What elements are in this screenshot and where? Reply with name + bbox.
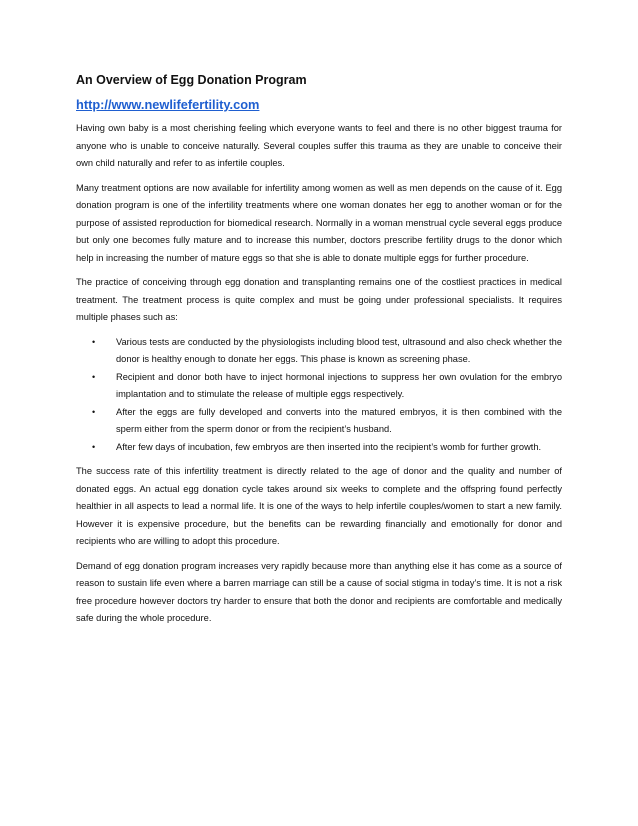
paragraph-outro-2: Demand of egg donation program increases very rapidly because more than anything else it has come as a source of reason to sustain life even where a barren marriage can still be a cause of social stigma in today’s time. It is not a risk free procedure however doctors try harder to ensure that both the donor and recipients are comfortable and medically safe during the whole procedure. <box>76 560 562 623</box>
list-item-text: Recipient and donor both have to inject hormonal injections to suppress her own ovulation for the embryo implantation and to stimulate the release of multiple eggs respectively. <box>116 371 562 399</box>
bullet-icon: • <box>92 441 96 452</box>
phases-list <box>76 334 562 457</box>
list-item-text: After the eggs are fully developed and converts into the matured embryos, it is then combined with the sperm either from the sperm donor or from the recipient’s husband. <box>116 406 562 434</box>
document-page <box>76 72 562 635</box>
list-item <box>76 439 562 457</box>
bullet-icon: • <box>92 406 96 417</box>
document-title: An Overview of Egg Donation Program <box>76 73 307 87</box>
list-item <box>76 404 562 439</box>
list-item <box>76 369 562 404</box>
bullet-icon: • <box>92 336 96 347</box>
website-link[interactable]: http://www.newlifefertility.com <box>76 97 260 112</box>
list-item <box>76 334 562 369</box>
paragraph-intro-1: Having own baby is a most cherishing feeling which everyone wants to feel and there is no other biggest trauma for anyone who is unable to conceive naturally. Several couples suffer this trauma as they are unable to conceive their own child naturally and refer to as infertile couples. <box>76 123 562 168</box>
paragraph-intro-3: The practice of conceiving through egg donation and transplanting remains one of the costliest practices in medical treatment. The treatment process is quite complex and must be going under professional specialists. It requires multiple phases such as: <box>76 277 562 322</box>
list-item-text: Various tests are conducted by the physiologists including blood test, ultrasound and also check whether the donor is healthy enough to donate her eggs. This phase is known as screening phase. <box>116 336 562 364</box>
list-item-text: After few days of incubation, few embryos are then inserted into the recipient’s womb for further growth. <box>116 441 542 452</box>
paragraph-intro-2: Many treatment options are now available for infertility among women as well as men depends on the cause of it. Egg donation program is one of the infertility treatments where one woman donates her egg to another woman or for the purpose of assisted reproduction for biomedical research. Normally in a woman menstrual cycle several eggs produce but only one becomes fully mature and to increase this number, doctors prescribe fertility drugs to the donor which help in increasing the number of mature eggs so that she is able to donate multiple eggs for further procedure. <box>76 182 562 263</box>
paragraph-outro-1: The success rate of this infertility treatment is directly related to the age of donor and the quality and number of donated eggs. An actual egg donation cycle takes around six weeks to complete and the offspring found perfectly healthier in all aspects to lead a normal life. It is one of the ways to help infertile couples/women to start a new family. However it is expensive procedure, but the benefits can be rewarding financially and emotionally for donor and recipients who are willing to adopt this procedure. <box>76 466 562 546</box>
bullet-icon: • <box>92 371 96 382</box>
